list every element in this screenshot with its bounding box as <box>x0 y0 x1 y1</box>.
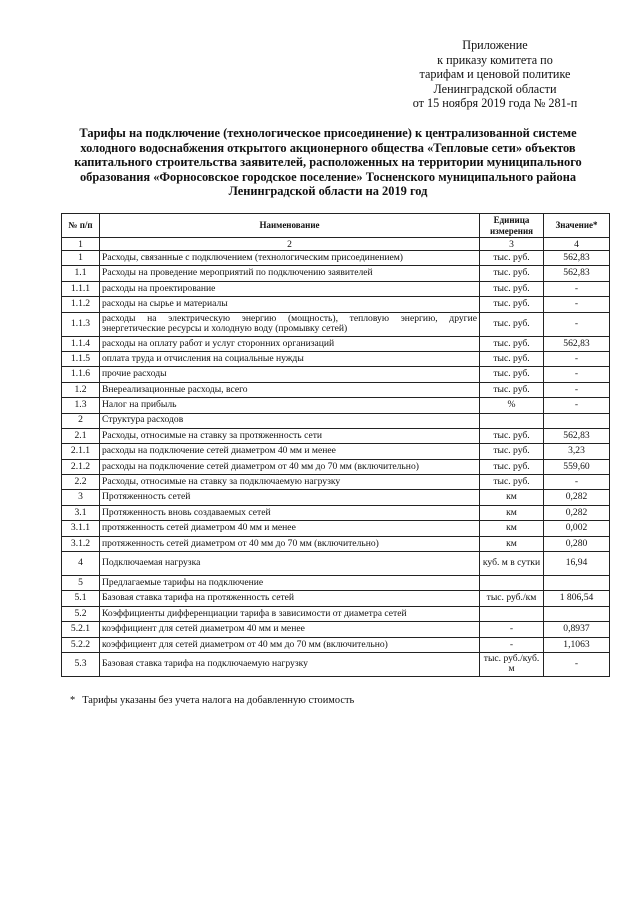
row-value: 562,83 <box>544 251 610 266</box>
row-name: Коэффициенты дифференциации тарифа в зависимости от диаметра сетей <box>100 606 480 621</box>
row-num: 2.1.2 <box>62 459 100 474</box>
row-value: - <box>544 351 610 366</box>
row-value <box>544 606 610 621</box>
row-value: - <box>544 652 610 676</box>
row-unit: - <box>480 622 544 637</box>
row-num: 2.2 <box>62 475 100 490</box>
table-row <box>62 398 610 413</box>
row-value: 3,23 <box>544 444 610 459</box>
row-unit: тыс. руб. <box>480 351 544 366</box>
row-unit: % <box>480 398 544 413</box>
row-name: Протяженность вновь создаваемых сетей <box>100 505 480 520</box>
row-unit: - <box>480 637 544 652</box>
row-unit: км <box>480 536 544 551</box>
row-num: 1.1.2 <box>62 297 100 312</box>
row-unit <box>480 413 544 428</box>
table-row <box>62 336 610 351</box>
row-name: Расходы, связанные с подключением (технологическим присоединением) <box>100 251 480 266</box>
table-row <box>62 351 610 366</box>
title-line: образования «Форносовское городское поселение» Тосненского муниципального района <box>79 169 577 184</box>
table-row <box>62 382 610 397</box>
title-line: Тарифы на подключение (технологическое присоединение) к централизованной системе <box>79 126 577 140</box>
row-name: Расходы, относимые на ставку за протяженность сети <box>100 428 480 443</box>
row-value: - <box>544 398 610 413</box>
row-name: расходы на электрическую энергию (мощность), тепловую энергию, другие энергетические ресурсы и холодную воду (промывку сетей) <box>100 312 480 336</box>
row-num: 1.3 <box>62 398 100 413</box>
row-name: Базовая ставка тарифа на подключаемую нагрузку <box>100 652 480 676</box>
row-num: 1.1.6 <box>62 367 100 382</box>
row-num: 1.1.4 <box>62 336 100 351</box>
appendix-line: Ленинградской области <box>433 81 557 96</box>
row-num: 2.1.1 <box>62 444 100 459</box>
document-title <box>58 126 598 199</box>
row-value: 562,83 <box>544 428 610 443</box>
appendix-line: от 15 ноября 2019 года № 281-п <box>412 96 578 111</box>
table-row <box>62 251 610 266</box>
index-cell: 4 <box>544 238 610 251</box>
table-row <box>62 637 610 652</box>
row-name: коэффициент для сетей диаметром 40 мм и менее <box>100 622 480 637</box>
row-unit: тыс. руб. <box>480 266 544 281</box>
table-row <box>62 505 610 520</box>
tariff-rows <box>62 251 610 677</box>
table-row <box>62 576 610 591</box>
row-num: 1.1.5 <box>62 351 100 366</box>
table-row <box>62 490 610 505</box>
row-unit: км <box>480 521 544 536</box>
row-value: 562,83 <box>544 266 610 281</box>
header-unit: Единица измерения <box>480 214 544 238</box>
row-value: 562,83 <box>544 336 610 351</box>
row-name: Базовая ставка тарифа на протяженность сетей <box>100 591 480 606</box>
row-name: расходы на оплату работ и услуг сторонних организаций <box>100 336 480 351</box>
row-name: оплата труда и отчисления на социальные нужды <box>100 351 480 366</box>
row-num: 4 <box>62 552 100 576</box>
appendix-line: к приказу комитета по <box>437 52 553 67</box>
row-unit: км <box>480 490 544 505</box>
row-name: Структура расходов <box>100 413 480 428</box>
row-value: - <box>544 475 610 490</box>
row-unit: тыс. руб. <box>480 251 544 266</box>
appendix-line: тарифам и ценовой политике <box>419 67 571 82</box>
header-num: № п/п <box>62 214 100 238</box>
row-value: 0,282 <box>544 505 610 520</box>
table-row <box>62 606 610 621</box>
row-unit: тыс. руб. <box>480 459 544 474</box>
table-row <box>62 413 610 428</box>
table-row <box>62 622 610 637</box>
header-value: Значение* <box>544 214 610 238</box>
row-unit <box>480 576 544 591</box>
row-value: 0,8937 <box>544 622 610 637</box>
title-line: Ленинградской области на 2019 год <box>228 184 428 199</box>
row-name: протяженность сетей диаметром от 40 мм до 70 мм (включительно) <box>100 536 480 551</box>
row-name: прочие расходы <box>100 367 480 382</box>
row-value <box>544 413 610 428</box>
row-name: Подключаемая нагрузка <box>100 552 480 576</box>
row-name: Расходы, относимые на ставку за подключаемую нагрузку <box>100 475 480 490</box>
table-row <box>62 475 610 490</box>
index-cell: 3 <box>480 238 544 251</box>
row-num: 2.1 <box>62 428 100 443</box>
row-num: 5.2.2 <box>62 637 100 652</box>
row-value: 1,1063 <box>544 637 610 652</box>
footnote <box>70 695 354 706</box>
row-value: - <box>544 382 610 397</box>
row-num: 1.1.3 <box>62 312 100 336</box>
row-name: Расходы на проведение мероприятий по подключению заявителей <box>100 266 480 281</box>
table-row <box>62 281 610 296</box>
row-name: расходы на проектирование <box>100 281 480 296</box>
row-unit: км <box>480 505 544 520</box>
row-num: 3.1.2 <box>62 536 100 551</box>
row-unit <box>480 606 544 621</box>
index-cell: 1 <box>62 238 100 251</box>
row-num: 3.1.1 <box>62 521 100 536</box>
row-value: 1 806,54 <box>544 591 610 606</box>
footnote-text: Тарифы указаны без учета налога на добавленную стоимость <box>82 695 355 706</box>
row-value: - <box>544 281 610 296</box>
row-name: Налог на прибыль <box>100 398 480 413</box>
table-row <box>62 591 610 606</box>
row-num: 3.1 <box>62 505 100 520</box>
row-unit: тыс. руб. <box>480 444 544 459</box>
row-name: расходы на подключение сетей диаметром 40 мм и менее <box>100 444 480 459</box>
row-num: 1.1 <box>62 266 100 281</box>
row-num: 3 <box>62 490 100 505</box>
row-value: - <box>544 312 610 336</box>
row-unit: тыс. руб. <box>480 336 544 351</box>
table-row <box>62 552 610 576</box>
row-unit: тыс. руб. <box>480 428 544 443</box>
row-num: 5.1 <box>62 591 100 606</box>
row-unit: тыс. руб. <box>480 281 544 296</box>
row-unit: тыс. руб. <box>480 382 544 397</box>
table-row <box>62 297 610 312</box>
row-name: Протяженность сетей <box>100 490 480 505</box>
row-name: расходы на сырье и материалы <box>100 297 480 312</box>
row-value: 0,282 <box>544 490 610 505</box>
row-value: 0,280 <box>544 536 610 551</box>
table-row <box>62 428 610 443</box>
row-value: 16,94 <box>544 552 610 576</box>
appendix-header <box>380 38 610 111</box>
table-row <box>62 444 610 459</box>
table-row <box>62 652 610 676</box>
title-line: капитального строительства заявителей, расположенных на территории муниципального <box>74 155 582 170</box>
row-value <box>544 576 610 591</box>
row-name: протяженность сетей диаметром 40 мм и менее <box>100 521 480 536</box>
row-num: 1.2 <box>62 382 100 397</box>
footnote-star: * <box>70 695 76 706</box>
row-num: 5 <box>62 576 100 591</box>
table-row <box>62 459 610 474</box>
row-name: Внереализационные расходы, всего <box>100 382 480 397</box>
row-name: Предлагаемые тарифы на подключение <box>100 576 480 591</box>
row-value: - <box>544 297 610 312</box>
row-num: 1.1.1 <box>62 281 100 296</box>
table-row <box>62 312 610 336</box>
row-unit: куб. м в сутки <box>480 552 544 576</box>
title-line: холодного водоснабжения открытого акционерного общества «Тепловые сети» объектов <box>80 140 576 155</box>
index-cell: 2 <box>100 238 480 251</box>
row-unit: тыс. руб. <box>480 297 544 312</box>
row-unit: тыс. руб. <box>480 312 544 336</box>
header-name: Наименование <box>100 214 480 238</box>
row-num: 5.2.1 <box>62 622 100 637</box>
row-value: - <box>544 367 610 382</box>
row-unit: тыс. руб. <box>480 475 544 490</box>
table-row <box>62 367 610 382</box>
row-unit: тыс. руб. <box>480 367 544 382</box>
table-row <box>62 521 610 536</box>
row-num: 2 <box>62 413 100 428</box>
row-name: расходы на подключение сетей диаметром от 40 мм до 70 мм (включительно) <box>100 459 480 474</box>
table-row <box>62 536 610 551</box>
row-num: 1 <box>62 251 100 266</box>
row-num: 5.3 <box>62 652 100 676</box>
table-row <box>62 266 610 281</box>
tariffs-table <box>61 213 610 677</box>
row-num: 5.2 <box>62 606 100 621</box>
row-value: 0,002 <box>544 521 610 536</box>
row-unit: тыс. руб./куб. м <box>480 652 544 676</box>
row-name: коэффициент для сетей диаметром от 40 мм до 70 мм (включительно) <box>100 637 480 652</box>
appendix-line: Приложение <box>462 38 528 52</box>
row-value: 559,60 <box>544 459 610 474</box>
row-unit: тыс. руб./км <box>480 591 544 606</box>
